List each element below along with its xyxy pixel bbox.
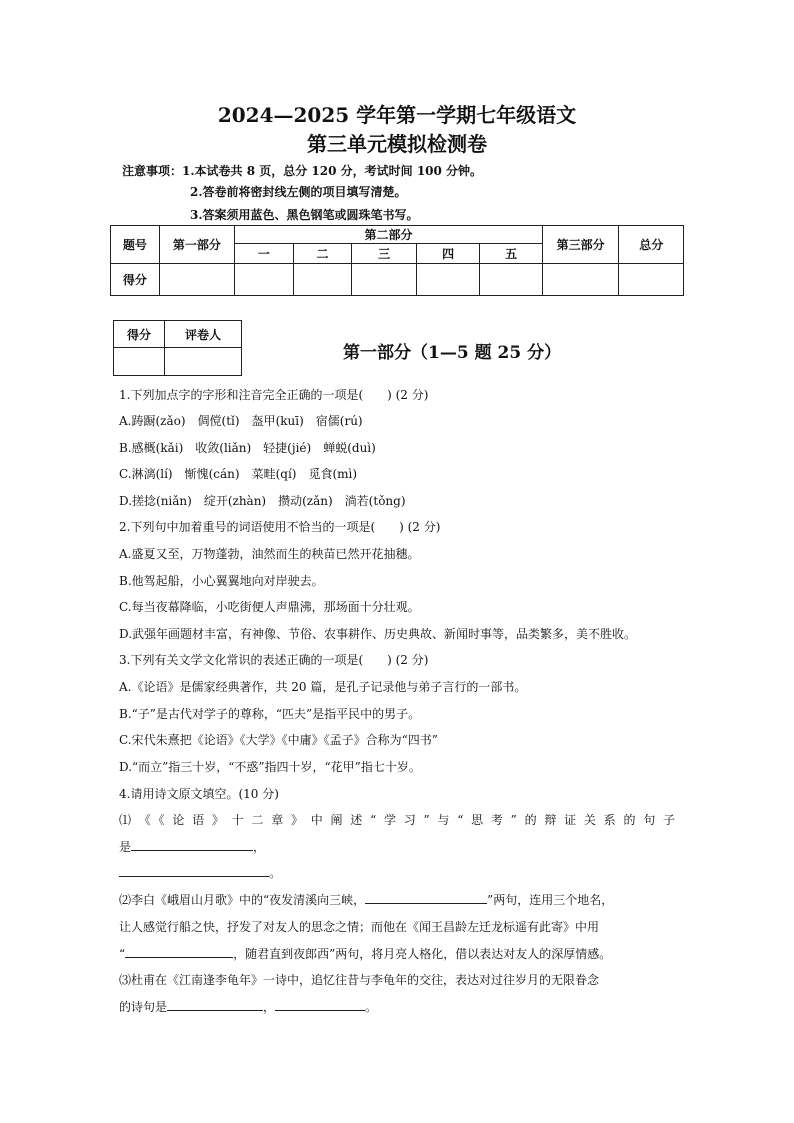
header-total: 总分 xyxy=(619,226,684,264)
header-part2: 第二部分 xyxy=(235,226,543,244)
q4-part1-comma: ， xyxy=(253,840,266,854)
notice-item-2: 2.答卷前将密封线左侧的项目填写清楚。 xyxy=(190,185,407,199)
q1-option-c: C.淋漓(lí) 惭愧(cán) 菜畦(qí) 觅食(mì) xyxy=(119,467,358,481)
row-label-score: 得分 xyxy=(111,264,160,296)
header-part2-sub: 三 xyxy=(352,244,417,264)
grader-score-label: 得分 xyxy=(114,321,165,348)
q4-part3-prefix: 的诗句是 xyxy=(119,1000,168,1014)
q4-part3-comma: ， xyxy=(263,1000,276,1014)
answer-blank[interactable] xyxy=(125,945,233,958)
header-part1: 第一部分 xyxy=(159,226,234,264)
question-2: 2.下列句中加着重号的词语使用不恰当的一项是( ) (2 分) xyxy=(119,520,441,534)
header-part3: 第三部分 xyxy=(542,226,618,264)
q4-part1-prompt: ⑴《《论语》十二章》中阐述“学习”与“思考”的辩证关系的句子 xyxy=(119,813,675,827)
q1-option-b: B.感概(kǎi) 收敛(liǎn) 轻捷(jié) 蝉蜕(duì) xyxy=(119,441,376,455)
header-part2-sub: 一 xyxy=(235,244,294,264)
score-cell[interactable] xyxy=(235,264,294,296)
score-cell[interactable] xyxy=(480,264,543,296)
q3-option-a: A.《论语》是儒家经典著作，共 20 篇，是孔子记录他与弟子言行的一部书。 xyxy=(119,680,527,694)
question-3: 3.下列有关文学文化常识的表述正确的一项是( ) (2 分) xyxy=(119,653,429,667)
score-cell[interactable] xyxy=(293,264,352,296)
score-cell[interactable] xyxy=(542,264,618,296)
header-part2-sub: 二 xyxy=(293,244,352,264)
score-cell[interactable] xyxy=(352,264,417,296)
answer-blank[interactable] xyxy=(365,891,487,904)
score-cell[interactable] xyxy=(159,264,234,296)
notice-item-1: 注意事项：1.本试卷共 8 页，总分 120 分，考试时间 100 分钟。 xyxy=(122,164,483,178)
grader-table xyxy=(113,320,242,376)
q4-part2-line2: 让人感觉行船之快，抒发了对友人的思念之情；而他在《闻王昌龄左迁龙标遥有此寄》中用 xyxy=(119,920,600,934)
q2-option-d: D.武强年画题材丰富，有神像、节俗、农事耕作、历史典故、新闻时事等，品类繁多，美不胜收。 xyxy=(119,627,637,641)
q4-part3-period: 。 xyxy=(365,1000,378,1014)
grader-score-cell[interactable] xyxy=(114,348,165,376)
q3-option-d: D.“而立”指三十岁，“不惑”指四十岁，“花甲”指七十岁。 xyxy=(119,760,421,774)
q4-part3-line2 xyxy=(119,998,377,1015)
grader-name-cell[interactable] xyxy=(165,348,242,376)
q4-part3-line1: ⑶杜甫在《江南逢李龟年》一诗中，追忆往昔与李龟年的交往，表达对过往岁月的无限眷念 xyxy=(119,973,600,987)
q4-part2-text: ⑵李白《峨眉山月歌》中的“夜发清溪向三峡， xyxy=(119,893,366,907)
q2-option-b: B.他驾起船，小心翼翼地向对岸驶去。 xyxy=(119,574,324,588)
q3-option-c: C.宋代朱熹把《论语》《大学》《中庸》《孟子》合称为“四书” xyxy=(119,733,438,747)
q4-part1-period: 。 xyxy=(269,866,282,880)
q4-part2-text: ，随君直到夜郎西”两句，将月亮人格化，借以表达对友人的深厚情感。 xyxy=(233,947,612,961)
grader-label: 评卷人 xyxy=(165,321,242,348)
answer-blank[interactable] xyxy=(275,998,365,1011)
header-part2-sub: 四 xyxy=(416,244,480,264)
q4-part1-prefix: 是 xyxy=(119,840,132,854)
q3-option-b: B.“子”是古代对学子的尊称，“匹夫”是指平民中的男子。 xyxy=(119,707,421,721)
score-table xyxy=(110,225,684,296)
q1-option-d: D.搓捻(niǎn) 绽开(zhàn) 攒动(zǎn) 淌若(tǒng) xyxy=(119,494,406,508)
header-question-no: 题号 xyxy=(111,226,160,264)
score-cell[interactable] xyxy=(619,264,684,296)
q4-part1-line3 xyxy=(119,864,281,881)
answer-blank[interactable] xyxy=(131,838,253,851)
q2-option-c: C.每当夜幕降临，小吃街便人声鼎沸，那场面十分壮观。 xyxy=(119,600,420,614)
q4-part2-line3 xyxy=(119,945,611,962)
question-1: 1.下列加点字的字形和注音完全正确的一项是( ) (2 分) xyxy=(119,388,429,402)
q4-part1-line2 xyxy=(119,838,265,855)
q4-part2-line1 xyxy=(119,891,613,908)
header-part2-sub: 五 xyxy=(480,244,543,264)
section-heading-part1: 第一部分（1—5 题 25 分） xyxy=(343,343,562,363)
exam-title-line2: 第三单元模拟检测卷 xyxy=(307,132,487,156)
answer-blank[interactable] xyxy=(119,864,269,877)
exam-title-line1: 2024—2025 学年第一学期七年级语文 xyxy=(217,103,577,127)
q1-option-a: A.踌蹰(zǎo) 倜傥(tǐ) 盔甲(kuī) 宿儒(rú) xyxy=(119,414,363,428)
score-cell[interactable] xyxy=(416,264,480,296)
answer-blank[interactable] xyxy=(167,998,263,1011)
question-4: 4.请用诗文原文填空。(10 分) xyxy=(119,787,279,801)
q4-part2-text: ”两句，连用三个地名， xyxy=(487,893,614,907)
q2-option-a: A.盛夏又至，万物蓬勃，油然而生的秧苗已然开花抽穗。 xyxy=(119,547,420,561)
notice-item-3: 3.答案须用蓝色、黑色钢笔或圆珠笔书写。 xyxy=(190,208,419,222)
q4-part2-quote: “ xyxy=(119,947,126,961)
